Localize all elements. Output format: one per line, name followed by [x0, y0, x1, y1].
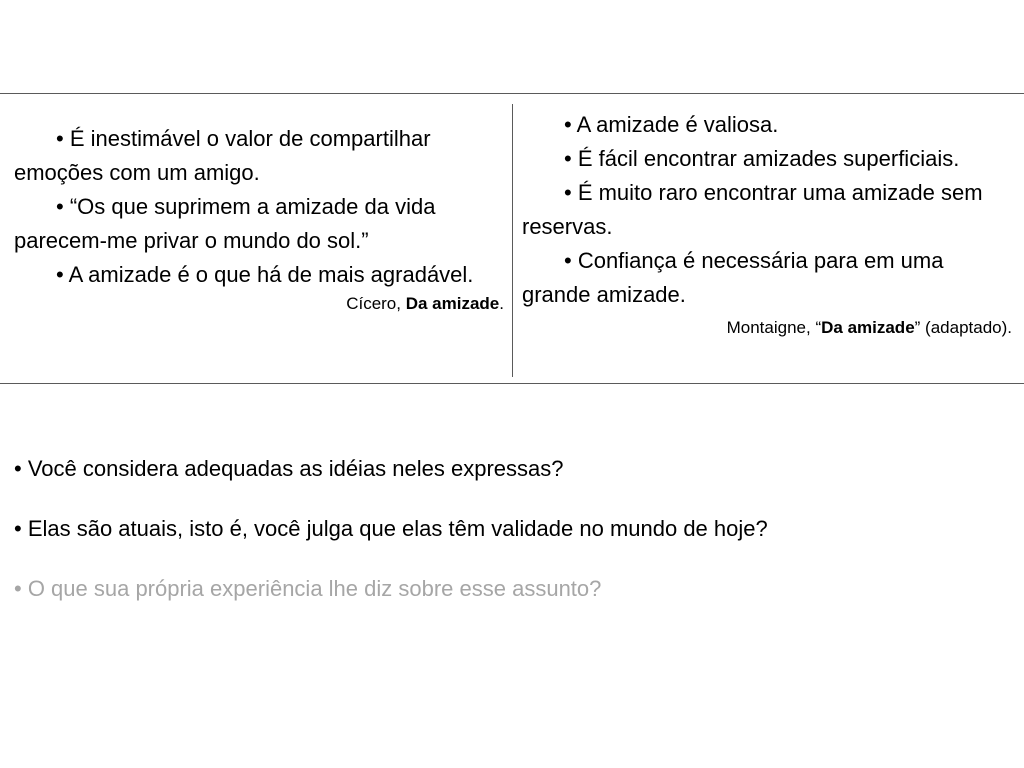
question-item-faded: • O que sua própria experiência lhe diz sobre esse assunto? — [14, 576, 602, 601]
attribution-work: Da amizade — [405, 294, 500, 313]
quote-item: • É inestimável o valor de compartilhar emoções com um amigo. — [14, 126, 431, 185]
quote-item: • “Os que suprimem a amizade da vida parecem-me privar o mundo do sol.” — [14, 194, 436, 253]
column-divider — [512, 104, 513, 377]
quote-item: • Confiança é necessária para em uma grande amizade. — [522, 248, 944, 307]
attribution-suffix: . — [499, 294, 504, 313]
montaigne-quote-column — [522, 108, 1016, 340]
discussion-questions — [14, 452, 1004, 632]
attribution-work: Da amizade — [821, 318, 915, 337]
quote-item: • A amizade é valiosa. — [564, 112, 779, 137]
question-item: • Você considera adequadas as idéias neles expressas? — [14, 456, 564, 481]
question-item: • Elas são atuais, isto é, você julga que elas têm validade no mundo de hoje? — [14, 516, 768, 541]
quote-item: • É fácil encontrar amizades superficiais. — [564, 146, 960, 171]
bottom-rule — [0, 383, 1024, 384]
quote-item: • É muito raro encontrar uma amizade sem reservas. — [522, 180, 983, 239]
cicero-quote-column — [14, 122, 506, 316]
quote-item: • A amizade é o que há de mais agradável. — [56, 262, 474, 287]
attribution-author: Montaigne, “ — [726, 318, 822, 337]
attribution-suffix: ” (adaptado). — [914, 318, 1012, 337]
quote-attribution — [522, 316, 1012, 340]
quote-attribution — [14, 292, 504, 316]
top-rule — [0, 93, 1024, 94]
attribution-author: Cícero, — [346, 294, 406, 313]
